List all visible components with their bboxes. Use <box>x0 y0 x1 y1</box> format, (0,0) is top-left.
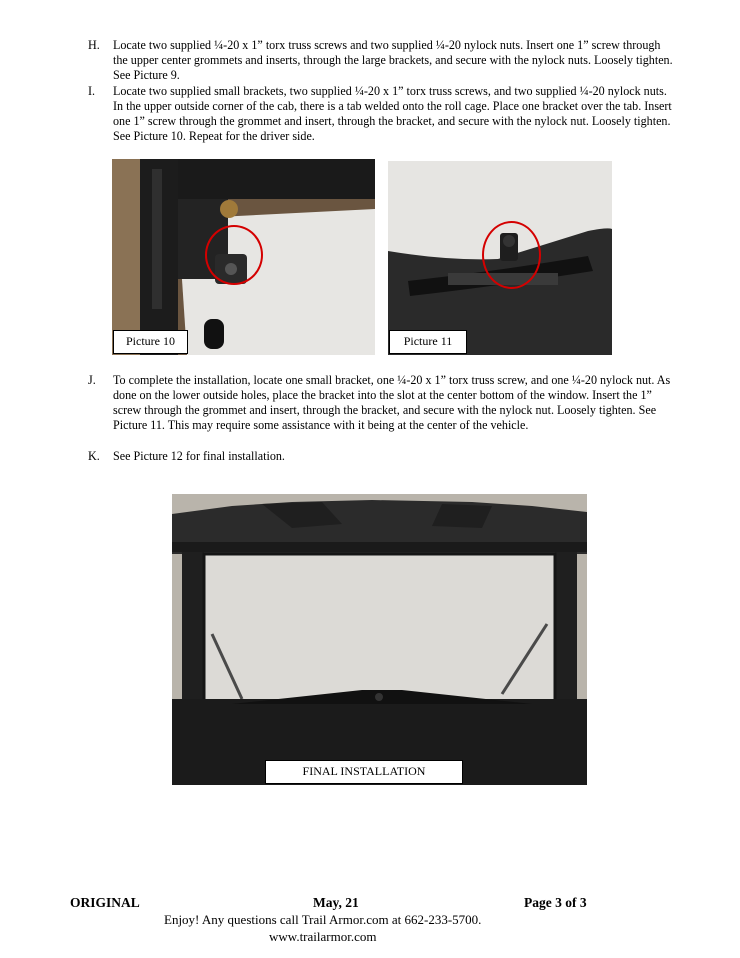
picture-10-photo <box>112 159 375 355</box>
page-number: Page 3 of 3 <box>524 895 587 910</box>
step-label: J. <box>88 373 96 387</box>
step-text: See Picture 12 for final installation. <box>113 449 285 463</box>
instruction-step-k <box>88 449 673 464</box>
windshield-installed-illustration <box>172 494 587 785</box>
instruction-step-i <box>88 84 673 144</box>
highlight-circle <box>482 221 541 289</box>
document-date: May, 21 <box>313 895 359 910</box>
instruction-step-j <box>88 373 673 433</box>
picture-11-photo <box>388 161 612 355</box>
step-label: I. <box>88 84 96 98</box>
document-status: ORIGINAL <box>70 895 140 910</box>
step-text: To complete the installation, locate one small bracket, one ¼-20 x 1” torx truss screw, and one ¼-20 nylock nut. As done on the lower outside holes, place the bracket into the slot at the center bottom of the window. Insert the 1” screw through the grommet and insert, through the bracket, and secure with the nylock nut. Loosely tighten. See Picture 11. This may require some assistance with it being at the center of the vehicle. <box>113 373 671 433</box>
step-text: Locate two supplied small brackets, two supplied ¼-20 x 1” torx truss screws, and two supplied ¼-20 nylock nuts. In the upper outside corner of the cab, there is a tab welded onto the roll cage. Place one bracket over the tab. Insert one 1” screw through the grommet and insert, through the bracket, and secure with the nylock nut. Loosely tighten. See Picture 10. Repeat for the driver side. <box>113 84 672 144</box>
step-label: K. <box>88 449 100 463</box>
contact-line: Enjoy! Any questions call Trail Armor.com at 662-233-5700. <box>164 912 482 927</box>
instruction-step-h <box>88 38 673 83</box>
step-label: H. <box>88 38 100 52</box>
picture-11-caption: Picture 11 <box>389 330 467 354</box>
highlight-circle <box>205 225 263 285</box>
final-installation-caption: FINAL INSTALLATION <box>265 760 463 784</box>
website-url: www.trailarmor.com <box>269 929 377 944</box>
picture-10-caption: Picture 10 <box>113 330 188 354</box>
step-text: Locate two supplied ¼-20 x 1” torx truss screws and two supplied ¼-20 nylock nuts. Insert one 1” screw through the upper center grommets and inserts, through the large brackets, and secure with the nylock nuts. Loosely tighten. See Picture 9. <box>113 38 673 83</box>
final-installation-photo <box>172 494 587 785</box>
